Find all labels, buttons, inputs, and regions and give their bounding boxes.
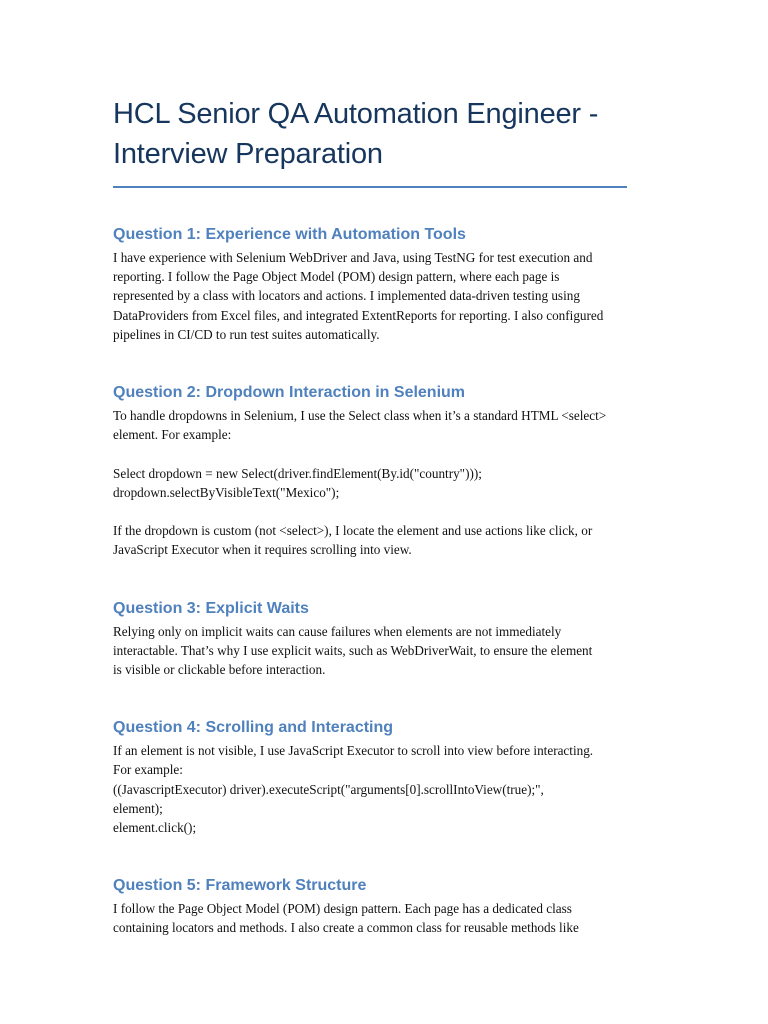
answer-line: represented by a class with locators and actions. I implemented data-driven testing using xyxy=(113,288,580,304)
answer-line: element); xyxy=(113,800,163,816)
answer-line: element.click(); xyxy=(113,820,197,836)
document-title-line: Interview Preparation xyxy=(113,138,383,170)
question-section xyxy=(113,598,645,680)
blank-line xyxy=(113,502,645,521)
answer-line: JavaScript Executor when it requires scrolling into view. xyxy=(113,542,412,558)
sections-container xyxy=(113,224,645,938)
answer-paragraph xyxy=(113,741,645,837)
document-title xyxy=(113,94,645,174)
question-heading: Question 3: Explicit Waits xyxy=(113,599,309,617)
answer-line: dropdown.selectByVisibleText("Mexico"); xyxy=(113,484,340,500)
answer-paragraph xyxy=(113,248,645,344)
answer-line: pipelines in CI/CD to run test suites automatically. xyxy=(113,326,380,342)
answer-paragraph xyxy=(113,406,645,560)
answer-line: For example: xyxy=(113,762,183,778)
question-heading: Question 4: Scrolling and Interacting xyxy=(113,719,394,737)
question-section xyxy=(113,382,645,560)
answer-line: I have experience with Selenium WebDriver and Java, using TestNG for test execution and xyxy=(113,250,593,265)
question-heading: Question 2: Dropdown Interaction in Selenium xyxy=(113,384,466,402)
answer-line: interactable. That’s why I use explicit waits, such as WebDriverWait, to ensure the element xyxy=(113,642,593,658)
blank-line xyxy=(113,444,645,463)
question-heading: Question 1: Experience with Automation Tools xyxy=(113,226,466,243)
answer-line: Relying only on implicit waits can cause failures when elements are not immediately xyxy=(113,623,562,639)
question-section xyxy=(113,224,645,344)
answer-line: I follow the Page Object Model (POM) design pattern. Each page has a dedicated class xyxy=(113,901,572,917)
answer-line: is visible or clickable before interaction. xyxy=(113,662,326,678)
answer-paragraph xyxy=(113,622,645,680)
answer-line: DataProviders from Excel files, and integrated ExtentReports for reporting. I also configured xyxy=(113,307,604,323)
document-content xyxy=(113,94,645,938)
answer-line: ((JavascriptExecutor) driver).executeScript("arguments[0].scrollIntoView(true);", xyxy=(113,781,544,797)
answer-line: Select dropdown = new Select(driver.findElement(By.id("country"))); xyxy=(113,465,482,481)
title-underline xyxy=(113,186,627,188)
question-heading: Question 5: Framework Structure xyxy=(113,877,367,895)
answer-line: element. For example: xyxy=(113,427,232,443)
document-title-line: HCL Senior QA Automation Engineer - xyxy=(113,98,599,130)
answer-paragraph xyxy=(113,899,645,937)
answer-line: If the dropdown is custom (not <select>), I locate the element and use actions like click, or xyxy=(113,523,593,539)
answer-line: If an element is not visible, I use JavaScript Executor to scroll into view before interacting. xyxy=(113,743,594,759)
question-section xyxy=(113,717,645,837)
question-section xyxy=(113,875,645,937)
answer-line: To handle dropdowns in Selenium, I use the Select class when it’s a standard HTML <select> xyxy=(113,408,607,424)
answer-line: reporting. I follow the Page Object Model (POM) design pattern, where each page is xyxy=(113,269,560,285)
answer-line: containing locators and methods. I also create a common class for reusable methods like xyxy=(113,920,579,936)
